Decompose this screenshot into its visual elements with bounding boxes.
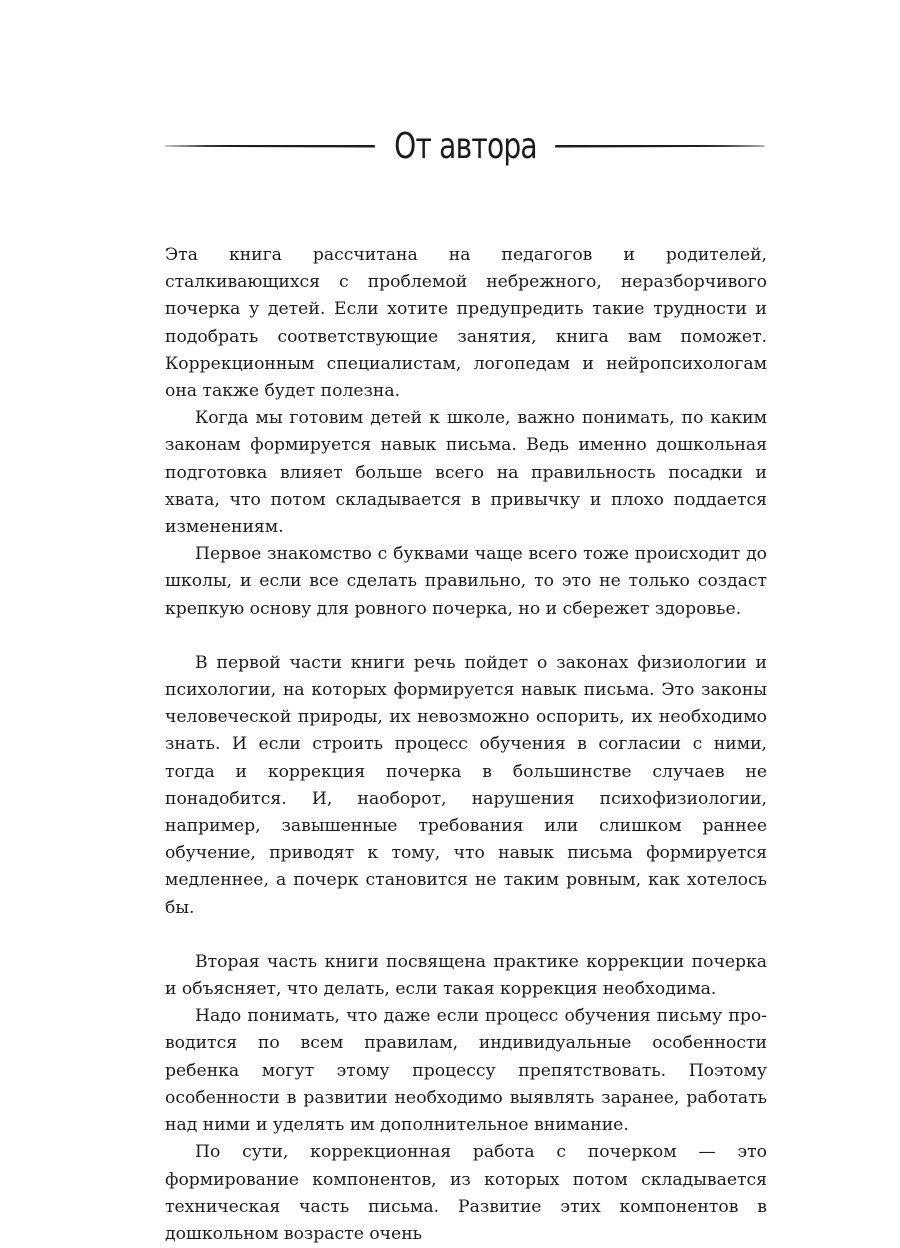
chapter-heading (165, 118, 765, 174)
paragraph: Надо понимать, что даже если процесс обучения письму проводится по всем правилам, индивидуальные особенности ребенка могут этому процессу препятствовать. Поэтому особенности в развитии необходимо выявлять заранее, работать над ними и уделять им дополнительное внимание. (165, 1006, 767, 1136)
paragraph: Когда мы готовим детей к школе, важно понимать, по каким законам формируется навык письма. Ведь именно дошкольная подготовка влияет больше всего на правильность посадки и хвата, что потом складывается в привычку и плохо поддается изменениям. (165, 408, 767, 538)
heading-rule-left (165, 145, 375, 148)
paragraph: Первое знакомство с буквами чаще всего тоже происходит до школы, и если все сделать правильно, то это не только создаст крепкую основу для ровного почерка, но и сбережет здоровье. (165, 544, 767, 619)
body-text (165, 242, 767, 1248)
paragraph: В первой части книги речь пойдет о законах физиологии и психологии, на которых формируется навык письма. Это законы человеческой природы, их невозможно оспорить, их необходимо знать. И если строить процесс обучения в согласии с ними, тогда и коррекция почерка в большинстве случаев не понадобится. И, наоборот, нарушения психофизиологии, например, завышенные требования или слишком раннее обучение, приводят к тому, что навык письма формируется медленнее, а почерк становится не таким ровным, как хотелось бы. (165, 652, 767, 918)
paragraph: По сути, коррекционная работа с почерком — это формирование компонентов, из которых потом складывается техническая часть письма. Развитие этих компонентов в дошкольном возрасте очень (165, 1142, 767, 1244)
heading-rule-right (555, 145, 765, 148)
paragraph: Эта книга рассчитана на педагогов и родителей, сталкивающихся с проблемой небрежного, неразборчивого почерка у детей. Если хотите предупредить такие трудности и подобрать соответствующие занятия, книга вам поможет. Коррекционным специалистам, логопедам и нейропсихологам она также будет полезна. (165, 245, 767, 402)
paragraph: Вторая часть книги посвящена практике коррекции почерка и объясняет, что делать, если такая коррекция необходима. (165, 951, 767, 1000)
chapter-title: От автора (393, 125, 537, 167)
